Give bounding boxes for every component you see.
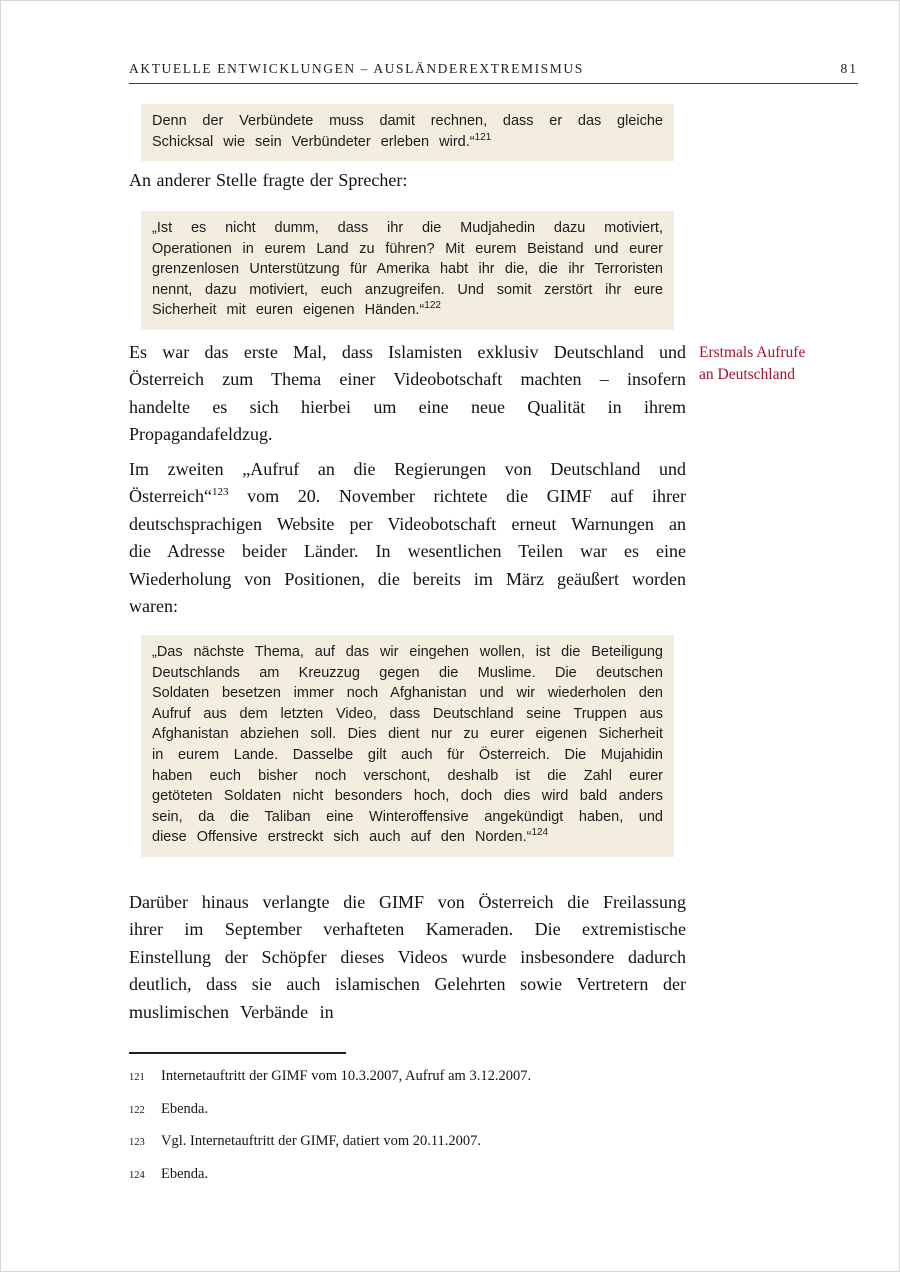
footnote-122-number: 122 (129, 1104, 145, 1116)
footnote-121 (129, 1067, 709, 1087)
paragraph-zweiter-aufruf-after: vom 20. November richtete die GIMF auf ihrer deutschsprachigen Website per Videobotschaft erneut Warnungen an die Adresse beider Länder. In wesentlichen Teilen war es eine Wiederholung von Positionen, die bereits im März geäußert worden waren: (129, 486, 686, 617)
margin-note-line-2: an Deutschland (699, 366, 795, 383)
footnote-ref-123: 123 (211, 486, 229, 499)
footnote-separator (129, 1052, 346, 1054)
quote-block-3 (141, 635, 674, 857)
footnotes (129, 1067, 709, 1197)
quote-block-2 (141, 211, 674, 330)
quote-1-text: Denn der Verbündete muss damit rechnen, dass er das gleiche Schicksal wie sein Verbündeter erleben wird.“ (152, 113, 663, 150)
footnote-123-number: 123 (129, 1137, 145, 1148)
footnote-124 (129, 1165, 709, 1185)
paragraph-zweiter-aufruf (129, 456, 686, 620)
footnote-124-text: Ebenda. (161, 1165, 209, 1182)
quote-block-1 (141, 104, 674, 161)
quote-2-text: „Ist es nicht dumm, dass ihr die Mudjahedin dazu motiviert, Operationen in eurem Land zu führen? Mit eurem Beistand und eurer grenzenlosen Unterstützung für Amerika habt ihr die, die ihr Terroristen nennt, dazu motiviert, euch anzugreifen. Und somit zerstört ihr eure Sicherheit mit euren eigenen Händen.“ (152, 220, 663, 319)
footnote-ref-122: 122 (424, 300, 441, 312)
running-head-title: AKTUELLE ENTWICKLUNGEN – AUSLÄNDEREXTREMISMUS (129, 61, 584, 76)
footnote-124-number: 124 (129, 1169, 145, 1181)
paragraph-darueber-hinaus: Darüber hinaus verlangte die GIMF von Österreich die Freilassung ihrer im September verhafteten Kameraden. Die extremistische Einstellung der Schöpfer dieses Videos wurde insbesondere dadurch deutlich, dass sie auch islamischen Gelehrten sowie Vertretern der muslimischen Verbände in (129, 892, 686, 1022)
footnote-122-text: Ebenda. (161, 1100, 209, 1117)
footnote-123 (129, 1132, 709, 1152)
footnote-121-number: 121 (129, 1072, 145, 1083)
margin-note-line-1: Erstmals Aufrufe (699, 344, 806, 361)
footnote-123-text: Vgl. Internetauftritt der GIMF, datiert vom 20.11.2007. (161, 1133, 482, 1149)
footnote-122 (129, 1100, 709, 1120)
paragraph-zweiter-aufruf-before: Im zweiten „Aufruf an die Regierungen von Deutschland und Österreich“ (129, 459, 686, 507)
page-number: 81 (840, 61, 858, 76)
margin-note (699, 342, 844, 386)
paragraph-erstes-mal: Es war das erste Mal, dass Islamisten exklusiv Deutschland und Österreich zum Thema einer Videobotschaft machten – insofern handelte es sich hierbei um eine neue Qualität in ihrem Propagandafeldzug. (129, 342, 686, 445)
paragraph-intro: An anderer Stelle fragte der Sprecher: (129, 170, 408, 190)
quote-3-text: „Das nächste Thema, auf das wir eingehen wollen, ist die Beteiligung Deutschlands am Kreuzzug gegen die Muslime. Die deutschen Soldaten besetzen immer noch Afghanistan und wir wiederholen den Aufruf aus dem letzten Video, dass Deutschland seine Truppen aus Afghanistan abziehen soll. Dies dient nur zu eurer eigenen Sicherheit in eurem Lande. Dasselbe gilt auch für Österreich. Die Mujahidin haben euch bisher noch verschont, deshalb ist die Zahl eurer getöteten Soldaten nicht besonders hoch, doch dies wird bald anders sein, da die Taliban eine Winteroffensive angekündigt haben, und diese Offensive erstreckt sich auch auf den Norden.“ (152, 644, 663, 846)
running-head (129, 61, 858, 84)
footnote-121-text: Internetauftritt der GIMF vom 10.3.2007, Aufruf am 3.12.2007. (161, 1068, 532, 1084)
footnote-ref-121: 121 (474, 131, 492, 143)
footnote-ref-124: 124 (531, 827, 549, 839)
